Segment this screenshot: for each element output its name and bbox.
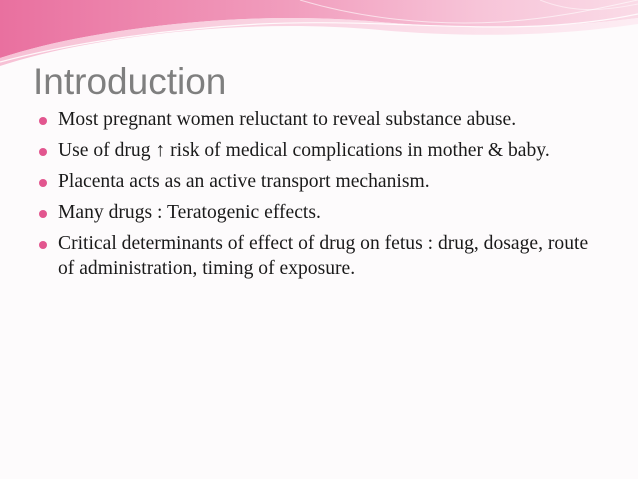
bullet-text: Critical determinants of effect of drug on fetus : drug, dosage, route of administration, timing of exposure.: [58, 233, 589, 279]
bullet-item: [38, 107, 608, 132]
bullet-text: Use of drug ↑ risk of medical complications in mother & baby.: [58, 140, 550, 161]
bullet-dot-icon: [39, 117, 47, 125]
bullet-text: Placenta acts as an active transport mechanism.: [58, 171, 430, 192]
bullet-dot-icon: [39, 179, 47, 187]
bullet-text: Many drugs : Teratogenic effects.: [58, 202, 321, 223]
bullet-item: [38, 169, 608, 194]
bullet-item: [38, 231, 608, 281]
bullet-dot-icon: [39, 148, 47, 156]
bullet-item: [38, 200, 608, 225]
bullet-item: [38, 138, 608, 163]
bullet-dot-icon: [39, 241, 47, 249]
bullet-text: Most pregnant women reluctant to reveal substance abuse.: [58, 109, 517, 130]
slide-title: Introduction: [33, 61, 227, 102]
bullet-dot-icon: [39, 210, 47, 218]
bullet-list: [38, 107, 608, 287]
